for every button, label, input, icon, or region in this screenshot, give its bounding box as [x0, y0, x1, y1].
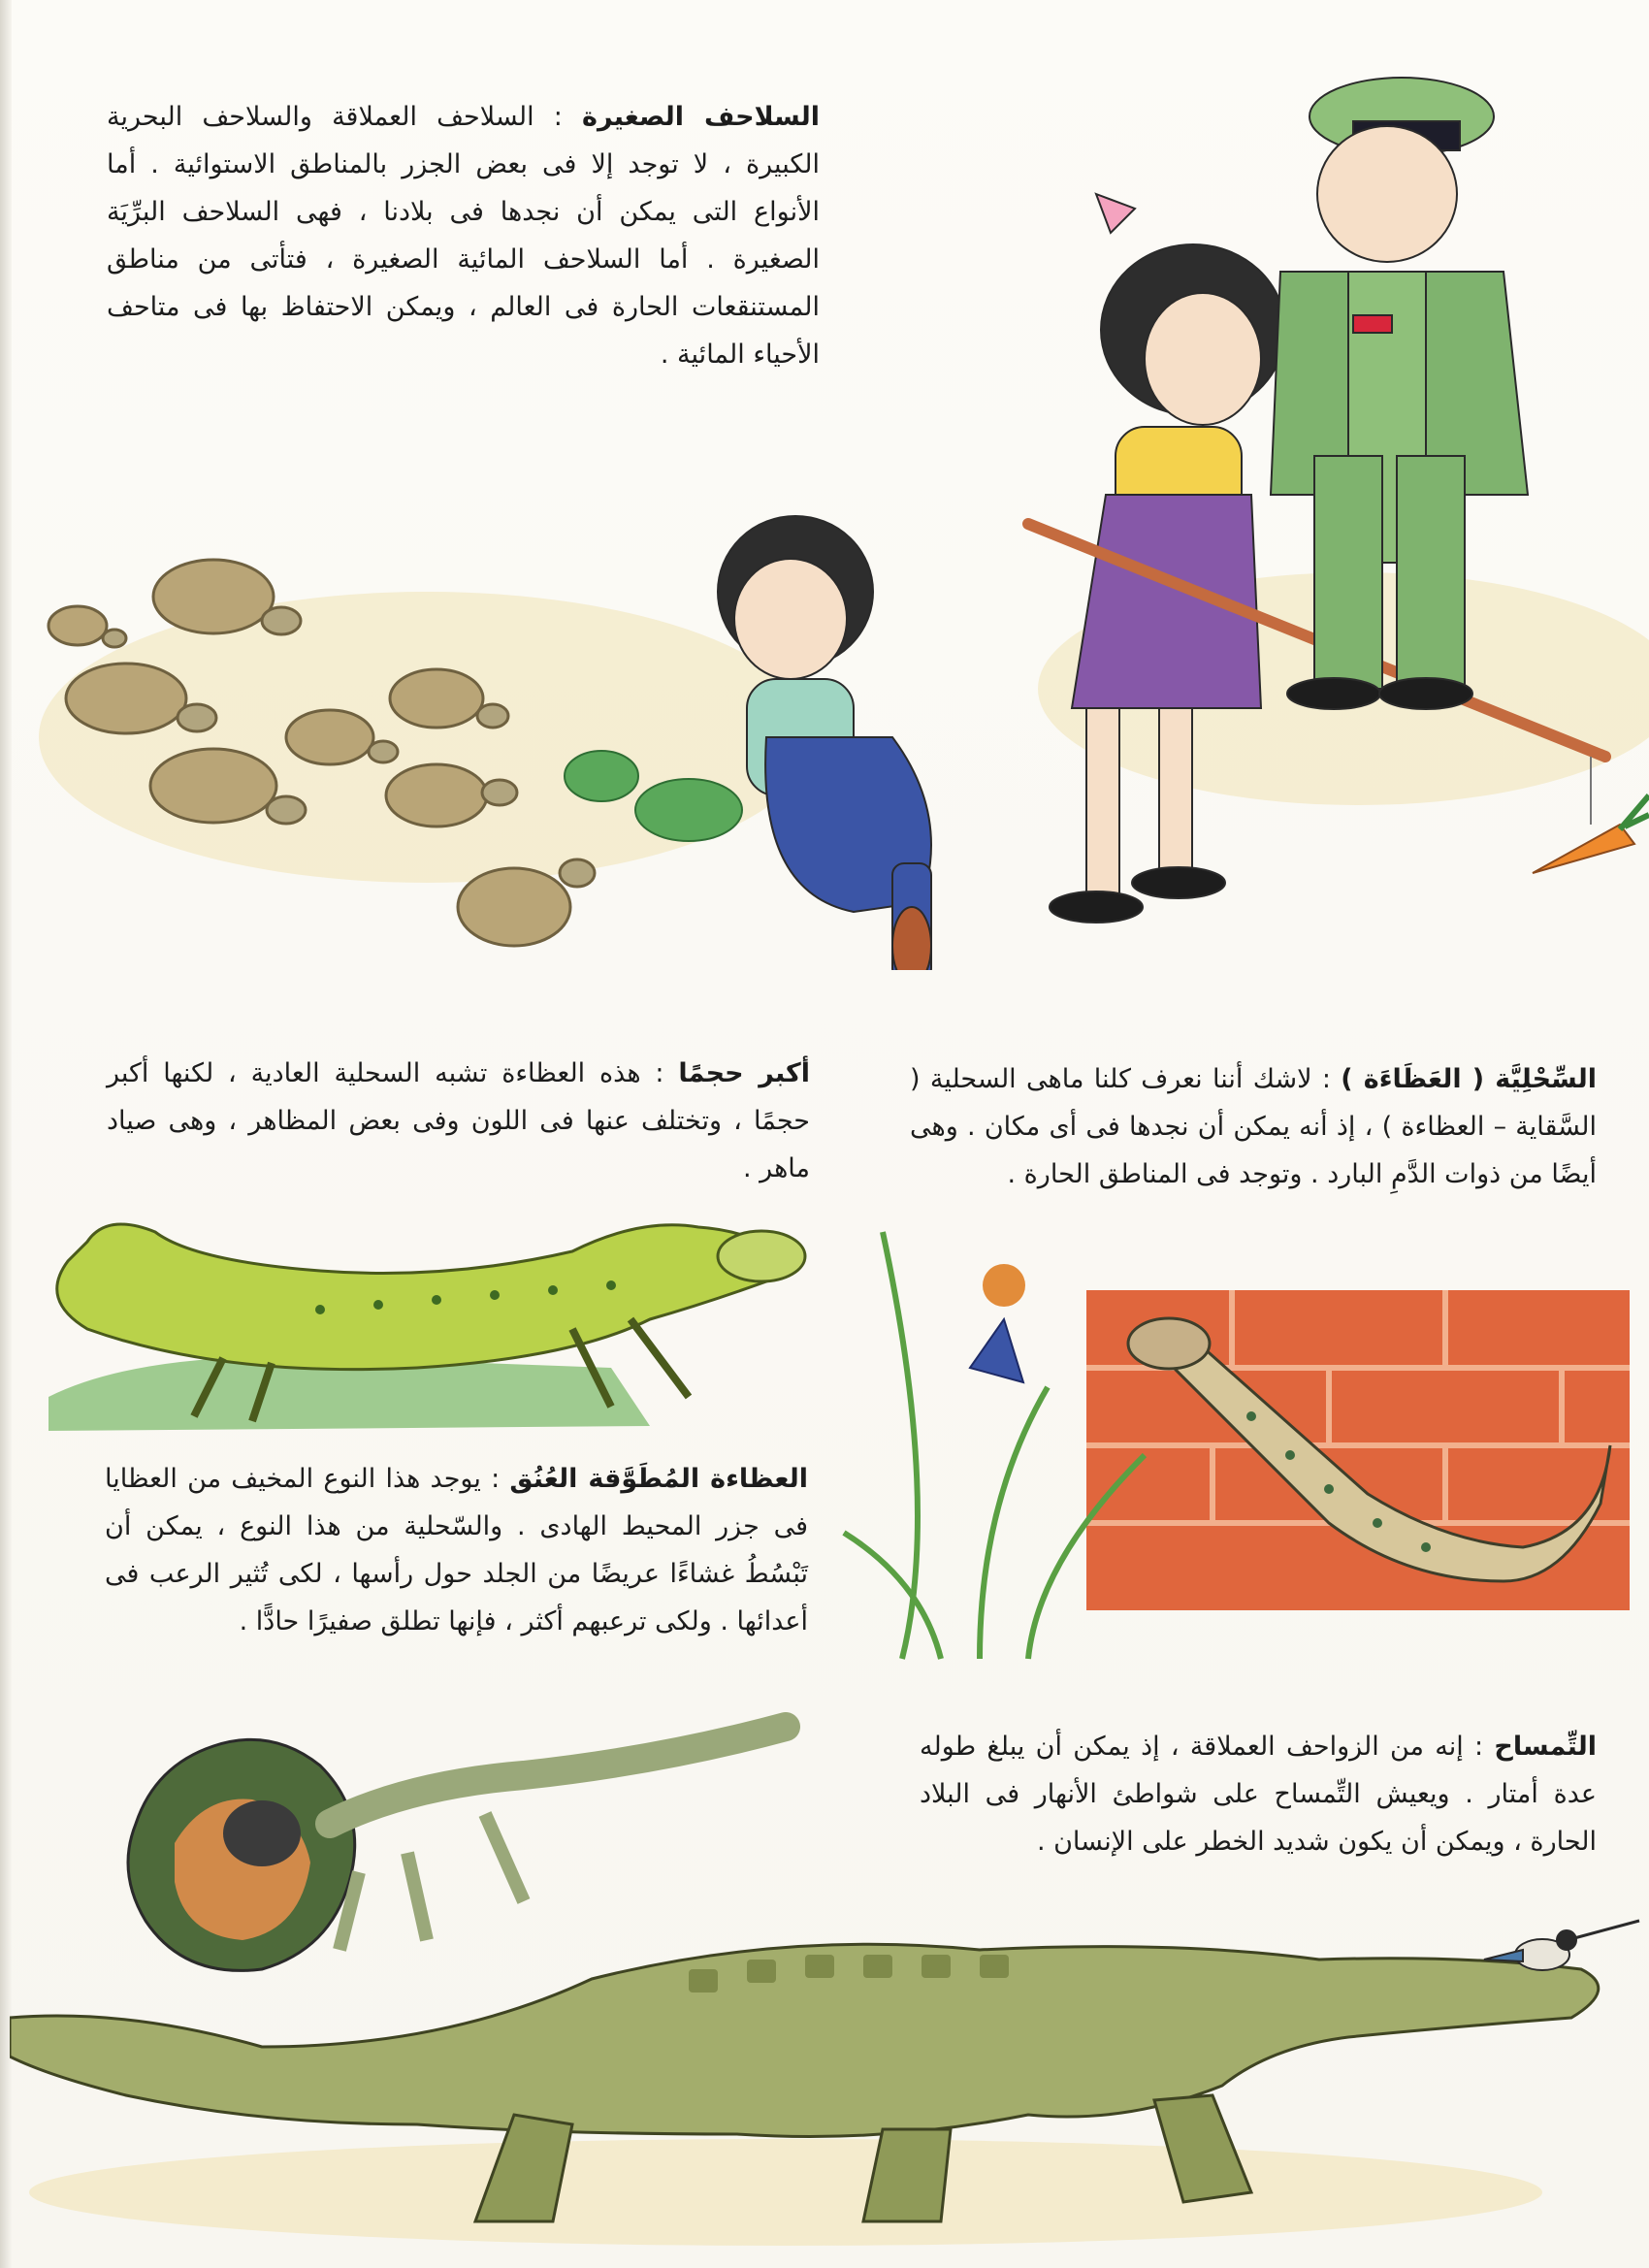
section-body: : هذه العظاءة تشبه السحلية العادية ، لكنها أكبر حجمًا ، وتختلف عنها فى اللون وفى بعض المظاهر ، وهى صياد ماهر .	[107, 1058, 810, 1183]
section-heading: السلاحف الصغيرة	[582, 102, 820, 132]
section-body: : إنه من الزواحف العملاقة ، إذ يمكن أن يبلغ طوله عدة أمتار . ويعيش التِّمساح على شواطئ الأنهار فى البلاد الحارة ، ويمكن أن يكون شديد الخطر على الإنسان .	[920, 1732, 1597, 1857]
section-lizard	[910, 1055, 1597, 1198]
children-feeding-turtles-icon	[19, 39, 1649, 970]
section-heading: العظاءة المُطَوَّقة العُنُق	[509, 1464, 808, 1494]
section-heading: أكبر حجمًا	[678, 1058, 810, 1088]
section-crocodile	[920, 1723, 1597, 1865]
section-bigger	[107, 1050, 810, 1192]
section-body: : السلاحف العملاقة والسلاحف البحرية الكبيرة ، لا توجد إلا فى بعض الجزر بالمناطق الاستوائية . أما الأنواع التى يمكن أن نجدها فى بلادنا ، فهى السلاحف البرِّيَة الصغيرة . أما السلاحف المائية الصغيرة ، فتأتى من مناطق المستنقعات الحارة فى العالم ، ويمكن الاحتفاظ بها فى متاحف الأحياء المائية .	[107, 102, 820, 370]
crocodile-icon	[10, 1901, 1649, 2260]
section-frilled	[105, 1455, 808, 1645]
section-heading: التِّمساح	[1494, 1732, 1597, 1762]
lizard-on-brick-wall-icon	[824, 1213, 1649, 1669]
section-body: : يوجد هذا النوع المخيف من العظايا فى جزر المحيط الهادى . والسّحلية من هذا النوع ، يمكن أن تَبْسُطُ غشاءًا عريضًا من الجلد حول رأسها ، لكى تُثير الرعب فى أعدائها . ولكى ترعبهم أكثر ، فإنها تطلق صفيرًا حادًّا .	[105, 1464, 808, 1636]
green-lizard-icon	[29, 1213, 834, 1445]
section-heading: السِّحْلِيَّة ( العَظَاءَة )	[1341, 1064, 1597, 1094]
section-body: : لاشك أننا نعرف كلنا ماهى السحلية ( السَّقاية – العظاءة ) ، إذ أنه يمكن أن نجدها فى أى مكان . وهى أيضًا من ذوات الدَّمِ البارد . وتوجد فى المناطق الحارة .	[910, 1064, 1597, 1189]
